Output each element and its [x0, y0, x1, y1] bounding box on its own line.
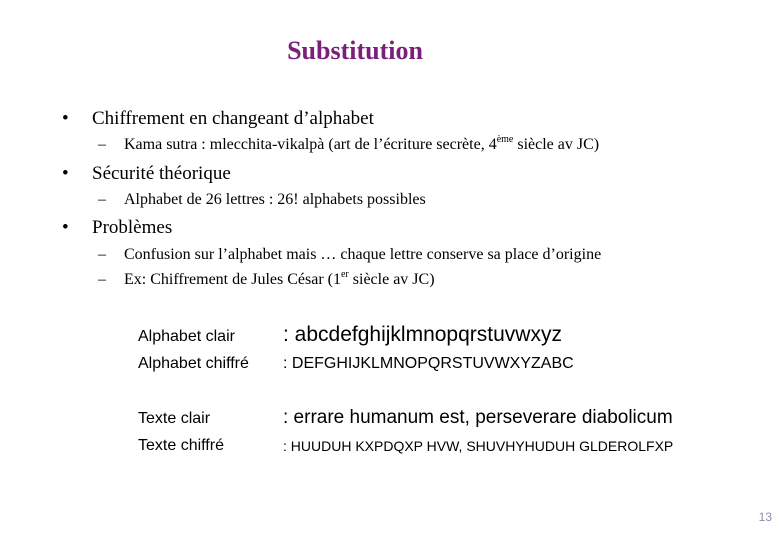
- bullet-text: Sécurité théorique: [92, 163, 231, 184]
- dash-icon: –: [98, 191, 106, 208]
- bullet-text: Chiffrement en changeant d’alphabet: [92, 108, 374, 129]
- sub-bullet-text-end: siècle av JC): [348, 271, 435, 288]
- sub-bullet-item: [98, 271, 435, 289]
- bullet-item: [62, 163, 231, 185]
- bullet-item: [62, 217, 172, 239]
- sub-bullet-item: [98, 191, 426, 209]
- superscript: er: [340, 269, 349, 280]
- example-label-cipher-alphabet: Alphabet chiffré: [138, 355, 249, 372]
- bullet-icon: •: [62, 163, 69, 184]
- dash-icon: –: [98, 271, 106, 288]
- superscript: ème: [496, 134, 514, 145]
- sub-bullet-text: Confusion sur l’alphabet mais … chaque lettre conserve sa place d’origine: [124, 246, 602, 263]
- sub-bullet-text-end: siècle av JC): [513, 136, 600, 153]
- slide-title: Substitution: [287, 36, 423, 65]
- sub-bullet-item: [98, 246, 601, 264]
- example-value-plain-text: : errare humanum est, perseverare diabolicum: [283, 407, 673, 428]
- bullet-text: Problèmes: [92, 217, 173, 238]
- example-value-cipher-alphabet: : DEFGHIJKLMNOPQRSTUVWXYZABC: [283, 355, 574, 372]
- bullet-icon: •: [62, 217, 69, 238]
- bullet-icon: •: [62, 108, 69, 129]
- sub-bullet-text: Ex: Chiffrement de Jules César (1: [124, 271, 341, 288]
- example-label-plain-alphabet: Alphabet clair: [138, 328, 235, 345]
- example-value-plain-alphabet: : abcdefghijklmnopqrstuvwxyz: [283, 323, 562, 346]
- sub-bullet-item: [98, 136, 599, 154]
- example-label-plain-text: Texte clair: [138, 410, 211, 427]
- sub-bullet-text: Alphabet de 26 lettres : 26! alphabets possibles: [124, 191, 426, 208]
- example-value-cipher-text: : HUUDUH KXPDQXP HVW, SHUVHYHUDUH GLDEROLFXP: [283, 438, 674, 454]
- example-label-cipher-text: Texte chiffré: [138, 437, 224, 454]
- page-number: 13: [758, 510, 772, 524]
- sub-bullet-text: Kama sutra : mlecchita-vikalpà (art de l’écriture secrète, 4: [124, 136, 497, 153]
- bullet-item: [62, 108, 374, 130]
- dash-icon: –: [98, 136, 106, 153]
- dash-icon: –: [98, 246, 106, 263]
